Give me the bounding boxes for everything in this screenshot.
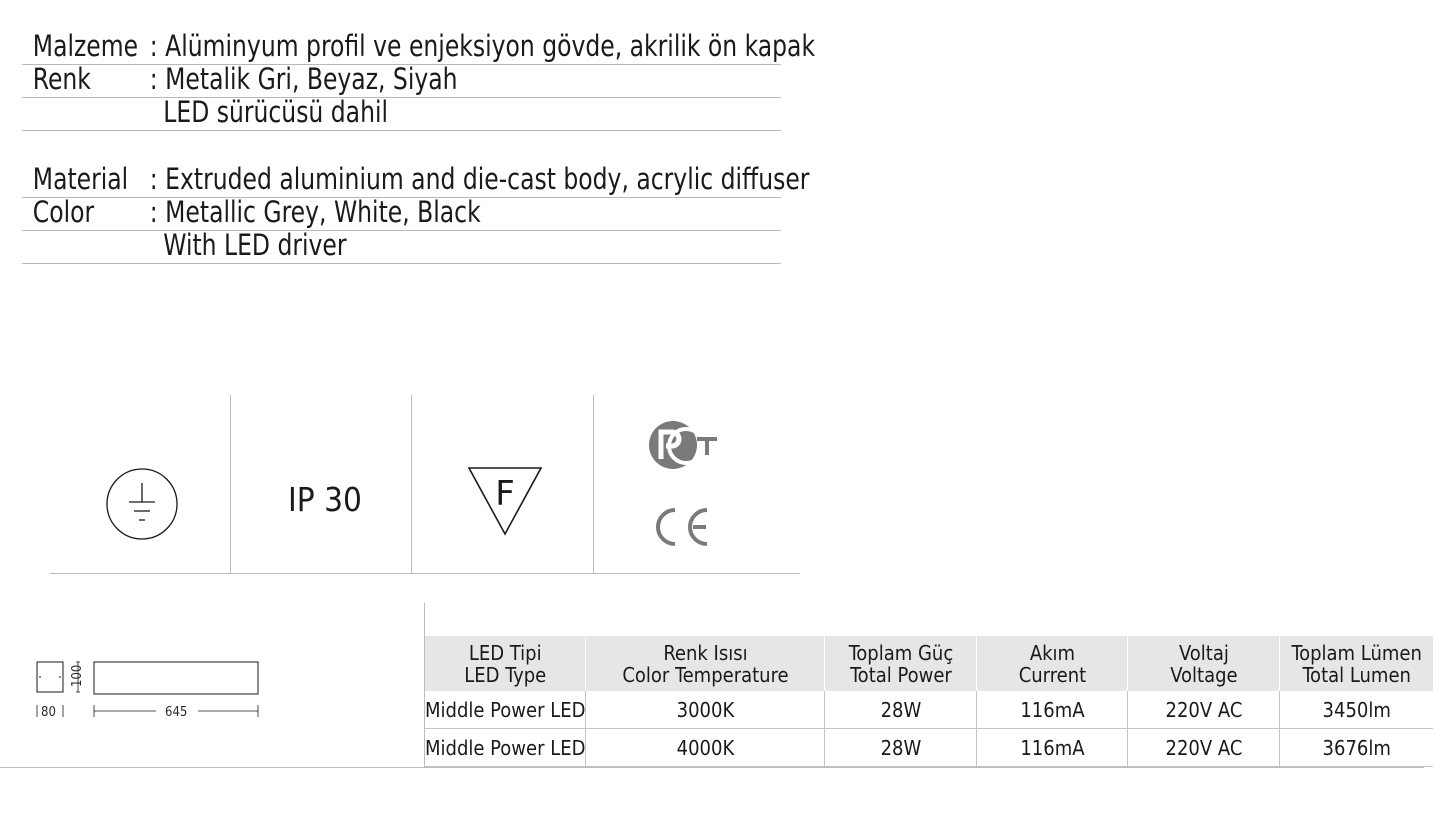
spec-value: : Metalik Gri, Beyaz, Siyah — [149, 62, 458, 96]
cell-voltage: 220V AC — [1128, 729, 1280, 767]
header-led-type — [425, 636, 586, 691]
header-en: Total Power — [850, 662, 952, 687]
dimension-drawing — [30, 655, 270, 725]
spec-row-material-tr — [22, 29, 816, 65]
icon-divider — [230, 395, 231, 573]
header-tr: Toplam Güç — [848, 640, 954, 665]
cell-total-power: 28W — [825, 691, 977, 729]
spec-value: : Extruded aluminium and die-cast body, acrylic diffuser — [149, 162, 810, 196]
header-tr: Akım — [1029, 640, 1076, 665]
f-mark-letter: F — [495, 474, 515, 514]
cell-current: 116mA — [977, 691, 1128, 729]
spec-row-material-en — [22, 162, 810, 198]
cell-total-lumen: 3676lm — [1280, 729, 1433, 767]
header-tr: Voltaj — [1179, 640, 1229, 665]
cell-led-type: Middle Power LED — [425, 691, 586, 729]
table-header-row — [425, 636, 1433, 691]
header-total-lumen — [1280, 636, 1433, 691]
spec-label: Color — [32, 195, 95, 229]
spec-row-color-en — [22, 196, 781, 231]
cell-total-lumen: 3450lm — [1280, 691, 1433, 729]
header-voltage — [1128, 636, 1280, 691]
spec-row-driver-en — [22, 229, 781, 264]
header-en: LED Type — [464, 662, 547, 687]
ce-mark-icon — [651, 506, 713, 548]
spec-value: : Metallic Grey, White, Black — [149, 195, 481, 229]
header-en: Total Lumen — [1302, 662, 1411, 687]
cell-voltage: 220V AC — [1128, 691, 1280, 729]
f-mark-icon — [466, 465, 544, 539]
cell-led-type: Middle Power LED — [425, 729, 586, 767]
table-row — [425, 691, 1433, 729]
spec-label: Malzeme — [32, 29, 139, 63]
header-tr: Renk Isısı — [663, 640, 748, 665]
cell-current: 116mA — [977, 729, 1128, 767]
header-tr: Toplam Lümen — [1291, 640, 1422, 665]
spec-row-color-tr — [22, 63, 781, 98]
table-row — [425, 729, 1433, 767]
icon-row-baseline — [50, 573, 800, 574]
cell-total-power: 28W — [825, 729, 977, 767]
header-en: Current — [1018, 662, 1087, 687]
header-en: Color Temperature — [622, 662, 789, 687]
cell-color-temperature: 4000K — [586, 729, 825, 767]
spec-row-driver-tr — [22, 96, 781, 131]
header-color-temperature — [586, 636, 825, 691]
icon-divider — [593, 395, 594, 573]
bottom-rule — [0, 767, 1424, 768]
spec-value: LED sürücüsü dahil — [163, 95, 389, 129]
spec-value: : Alüminyum profil ve enjeksiyon gövde, akrilik ön kapak — [149, 29, 816, 63]
header-en: Voltage — [1170, 662, 1238, 687]
dimension-height: 100 — [70, 664, 85, 687]
dimension-width: 80 — [41, 705, 56, 720]
earth-ground-icon — [105, 467, 179, 541]
pct-certification-icon — [649, 420, 719, 472]
header-total-power — [825, 636, 977, 691]
header-tr: LED Tipi — [468, 640, 542, 665]
icon-divider — [411, 395, 412, 573]
ip-rating: IP 30 — [288, 480, 362, 519]
dimension-length: 645 — [165, 705, 188, 720]
spec-table — [425, 636, 1433, 767]
spec-label: Material — [32, 162, 129, 196]
spec-value: With LED driver — [163, 228, 347, 262]
spec-label: Renk — [32, 62, 91, 96]
header-current — [977, 636, 1128, 691]
cell-color-temperature: 3000K — [586, 691, 825, 729]
